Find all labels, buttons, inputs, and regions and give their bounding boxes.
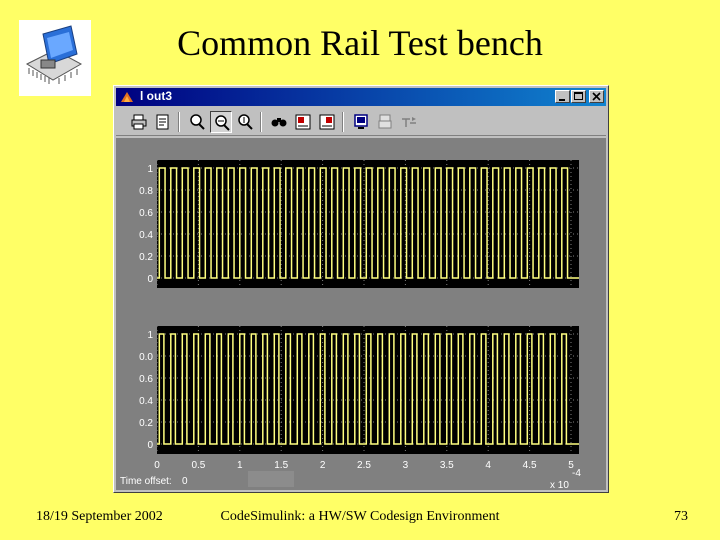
toolbar <box>116 108 606 136</box>
maximize-button[interactable] <box>571 90 586 103</box>
x-tick-label: 0.5 <box>191 460 206 471</box>
float-scope-icon <box>376 113 394 131</box>
title-bar[interactable] <box>116 88 606 106</box>
restore-axes-button[interactable] <box>316 111 338 133</box>
x-tick-label: 2.5 <box>357 460 371 471</box>
time-offset-label: Time offset: <box>120 476 172 487</box>
close-icon <box>590 91 603 102</box>
autoscale-button[interactable] <box>268 111 290 133</box>
y-tick-label: 0.6 <box>139 208 153 219</box>
autoscale-icon <box>270 113 288 131</box>
footer-date: 18/19 September 2002 <box>36 509 163 524</box>
x-tick-label: 3.5 <box>439 460 454 471</box>
x-tick-label: 5 <box>568 460 574 471</box>
zoom-icon <box>188 113 206 131</box>
x-tick-label: 4 <box>485 460 491 471</box>
y-tick-label: 0 <box>147 440 153 451</box>
minimize-icon <box>556 91 569 102</box>
footer-title: CodeSimulink: a HW/SW Codesign Environment <box>220 509 500 524</box>
slide-number: 73 <box>674 509 688 524</box>
zoom-x-icon <box>213 114 231 132</box>
x-tick-label: 1.5 <box>274 460 289 471</box>
y-tick-label: 0.8 <box>139 186 153 197</box>
toolbar-separator <box>178 112 180 132</box>
save-axes-icon <box>294 113 312 131</box>
y-tick-label: 1 <box>147 164 153 175</box>
y-tick-label: 0.6 <box>139 374 153 385</box>
y-tick-label: 0 <box>147 274 153 285</box>
parameters-icon <box>352 113 370 131</box>
x-tick-label: 2 <box>319 460 326 471</box>
signal-select-button[interactable] <box>398 111 420 133</box>
toolbar-separator <box>342 112 344 132</box>
y-tick-label: 0.2 <box>139 252 153 263</box>
plot-area <box>116 138 606 490</box>
zoom-x-button[interactable] <box>210 111 232 133</box>
x-tick-label: 0 <box>154 460 160 471</box>
print-setup-icon <box>154 113 172 131</box>
x-tick-label: 4.5 <box>522 460 537 471</box>
logo <box>19 20 91 96</box>
slide-title: Common Rail Test bench <box>177 23 543 63</box>
maximize-icon <box>572 91 585 102</box>
matlab-icon <box>120 90 134 104</box>
y-tick-label: 0.0 <box>139 352 153 363</box>
window-title: l out3 <box>140 89 172 103</box>
y-tick-label: 0.4 <box>139 396 153 407</box>
zoom-button[interactable] <box>186 111 208 133</box>
y-tick-label: 1 <box>147 330 153 341</box>
parameters-button[interactable] <box>350 111 372 133</box>
scope-plots <box>116 138 608 490</box>
print-setup-button[interactable] <box>152 111 174 133</box>
time-offset-value: 0 <box>182 476 188 487</box>
y-tick-label: 0.2 <box>139 418 153 429</box>
restore-axes-icon <box>318 113 336 131</box>
minimize-button[interactable] <box>555 90 570 103</box>
float-scope-button[interactable] <box>374 111 396 133</box>
zoom-y-button[interactable] <box>234 111 256 133</box>
zoom-y-icon <box>236 113 254 131</box>
save-axes-button[interactable] <box>292 111 314 133</box>
print-icon <box>130 113 148 131</box>
print-button[interactable] <box>128 111 150 133</box>
exponent-power: -4 <box>572 468 581 479</box>
scope-window[interactable] <box>113 85 609 493</box>
exponent-base: x 10 <box>550 480 569 490</box>
x-tick-label: 1 <box>237 460 243 471</box>
signal-select-icon <box>400 113 418 131</box>
time-offset-box <box>248 471 294 487</box>
y-tick-label: 0.4 <box>139 230 153 241</box>
x-tick-label: 3 <box>402 460 409 471</box>
close-button[interactable] <box>589 90 604 103</box>
toolbar-separator <box>260 112 262 132</box>
